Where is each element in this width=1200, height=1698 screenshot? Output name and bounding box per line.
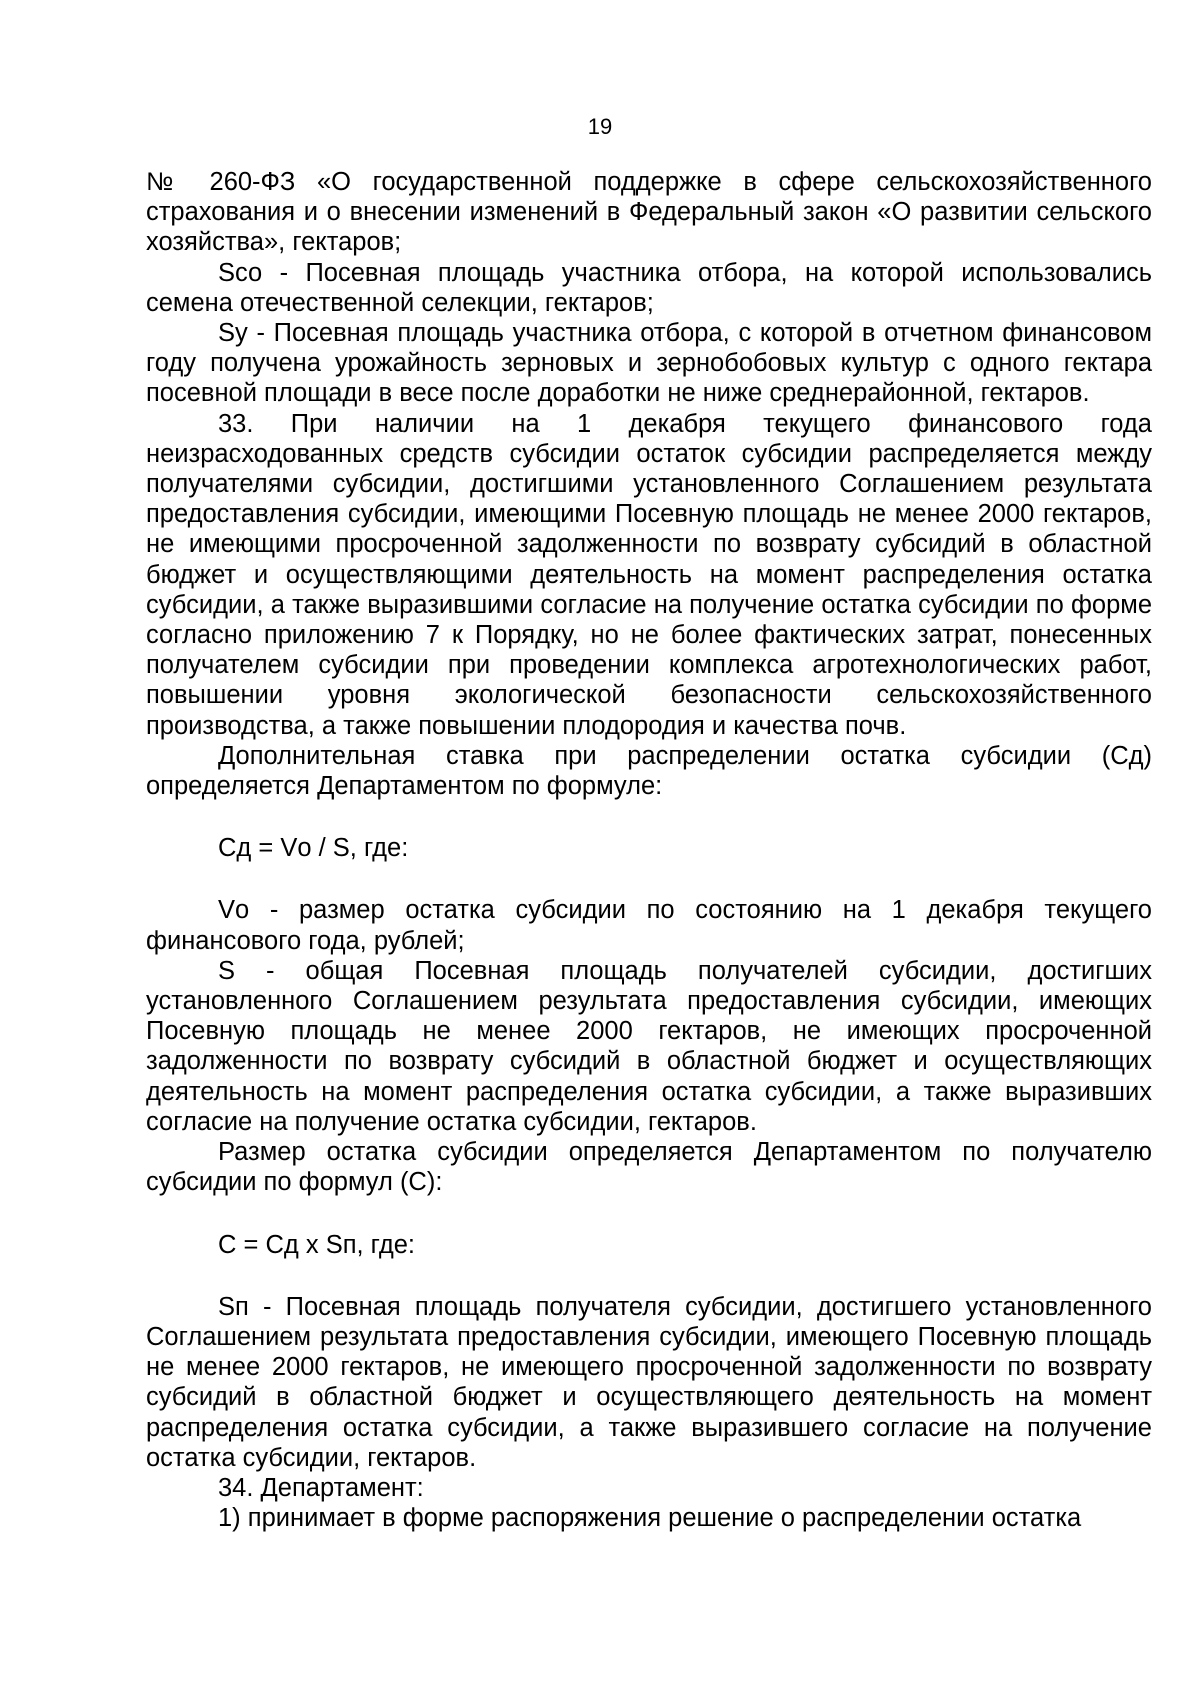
document-body (146, 167, 1152, 1533)
page-number: 19 (587, 114, 613, 139)
paragraph-clause-33: 33. При наличии на 1 декабря текущего финансового года неизрасходованных средств субсидии остаток субсидии распределяется между получателями субсидии, достигшими установленного Соглашением результата предоставления субсидии, имеющими Посевную площадь не менее 2000 гектаров, не имеющими просроченной задолженности по возврату субсидий в областной бюджет и осуществляющими деятельность на момент распределения остатка субсидии, а также выразившими согласие на получение остатка субсидии по форме согласно приложению 7 к Порядку, но не более фактических затрат, понесенных получателем субсидии при проведении комплекса агротехнологических работ, повышении уровня экологической безопасности сельскохозяйственного производства, а также повышении плодородия и качества почв. (146, 409, 1152, 740)
paragraph-vo-definition: Vо - размер остатка субсидии по состоянию на 1 декабря текущего финансового года, рублей; (146, 896, 1152, 955)
paragraph-additional-rate: Дополнительная ставка при распределении остатка субсидии (Сд) определяется Департаментом по формуле: (146, 741, 1152, 801)
paragraph-sy-definition: Sу - Посевная площадь участника отбора, с которой в отчетном финансовом году получена урожайность зерновых и зернобобовых культур с одного гектара посевной площади в весе после доработки не ниже среднерайонной, гектаров. (146, 319, 1152, 408)
paragraph-law-reference: № 260-ФЗ «О государственной поддержке в сфере сельскохозяйственного страхования и о внесении изменений в Федеральный закон «О развитии сельского хозяйства», гектаров; (146, 168, 1152, 257)
formula-remainder: С = Сд х Sп, где: (218, 1230, 415, 1259)
paragraph-clause-34-item-1: 1) принимает в форме распоряжения решение о распределении остатка (218, 1504, 1082, 1533)
paragraph-remainder-size: Размер остатка субсидии определяется Департаментом по получателю субсидии по формул (С): (146, 1138, 1152, 1197)
paragraph-sco-definition: Sсо - Посевная площадь участника отбора, на которой использовались семена отечественной селекции, гектаров; (146, 258, 1152, 317)
paragraph-sp-definition: Sп - Посевная площадь получателя субсидии, достигшего установленного Соглашением результата предоставления субсидии, имеющего Посевную площадь не менее 2000 гектаров, не имеющего просроченной задолженности по возврату субсидий в областной бюджет и осуществляющего деятельность на момент распределения остатка субсидии, а также выразившего согласие на получение остатка субсидии, гектаров. (146, 1292, 1152, 1472)
formula-additional-rate: Сд = Vо / S, где: (218, 834, 409, 863)
paragraph-clause-34: 34. Департамент: (218, 1473, 424, 1502)
paragraph-s-definition: S - общая Посевная площадь получателей субсидии, достигших установленного Соглашением результата предоставления субсидии, имеющих Посевную площадь не менее 2000 гектаров, не имеющих просроченной задолженности по возврату субсидий в областной бюджет и осуществляющих деятельность на момент распределения остатка субсидии, а также выразивших согласие на получение остатка субсидии, гектаров. (146, 956, 1152, 1136)
